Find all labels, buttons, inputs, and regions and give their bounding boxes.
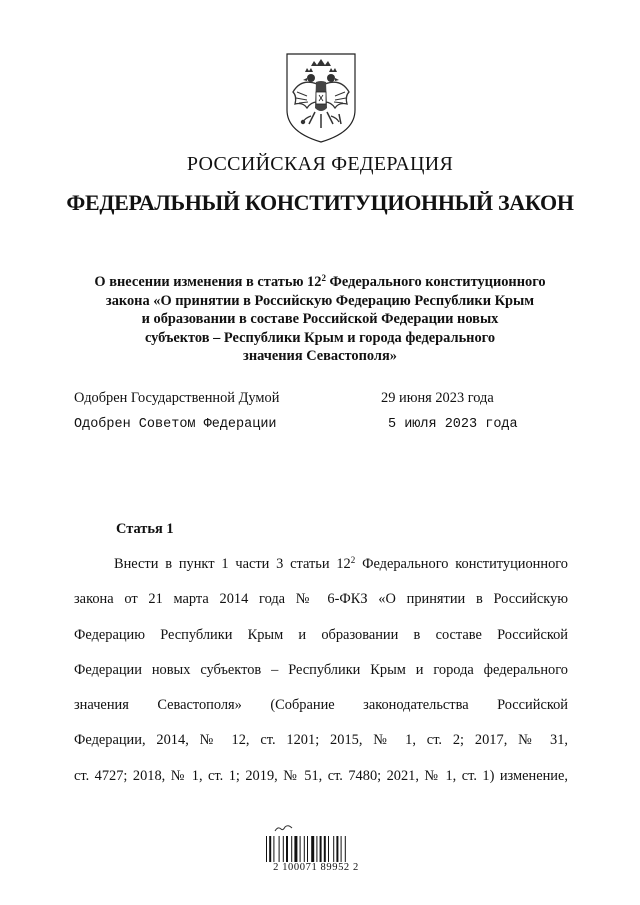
- country-heading: РОССИЙСКАЯ ФЕДЕРАЦИЯ: [186, 153, 454, 175]
- article-body: [74, 553, 568, 800]
- body-line: Федерацию Республики Крым и образовании в составе Российской: [74, 626, 568, 643]
- barcode-icon: [266, 836, 366, 862]
- law-title-line: О внесении изменения в статью $12^2$ Федерального конституционного: [94, 273, 546, 290]
- council-approval-label: Одобрен Советом Федерации: [74, 417, 277, 432]
- law-type-heading: ФЕДЕРАЛЬНЫЙ КОНСТИТУЦИОННЫЙ ЗАКОН: [66, 190, 574, 215]
- signature-mark-icon: [274, 825, 294, 833]
- body-line: ст. 4727; 2018, № 1, ст. 1; 2019, № 51, ст. 7480; 2021, № 1, ст. 1) изменение,: [74, 767, 568, 784]
- law-title-line: и образовании в составе Российской Федерации новых: [141, 311, 499, 327]
- duma-approval-date: 29 июня 2023 года: [381, 390, 494, 406]
- barcode-number: 2 100071 89952 2: [273, 862, 359, 873]
- body-line: Федерации новых субъектов – Республики Крым и города федерального: [74, 661, 568, 678]
- council-approval-date: 5 июля 2023 года: [388, 417, 518, 432]
- article-heading: Статья 1: [116, 521, 174, 537]
- duma-approval-label: Одобрен Государственной Думой: [74, 390, 280, 406]
- law-title: [60, 273, 580, 366]
- law-title-line: закона «О принятии в Российскую Федерацию Республики Крым: [105, 292, 535, 309]
- law-title-line: субъектов – Республики Крым и города федерального: [144, 329, 496, 346]
- body-line: Федерации, 2014, № 12, ст. 1201; 2015, № 1, ст. 2; 2017, № 31,: [74, 732, 568, 749]
- body-line: Внести в пункт 1 части 3 статьи $12^2$ Федерального конституционного: [114, 555, 569, 572]
- coat-of-arms-icon: [281, 52, 361, 144]
- body-line: значения Севастополя» (Собрание законодательства Российской: [74, 697, 568, 714]
- law-title-line: значения Севастополя»: [243, 348, 397, 364]
- barcode: [256, 825, 376, 881]
- body-line: закона от 21 марта 2014 года № 6-ФКЗ «О принятии в Российскую: [74, 591, 568, 608]
